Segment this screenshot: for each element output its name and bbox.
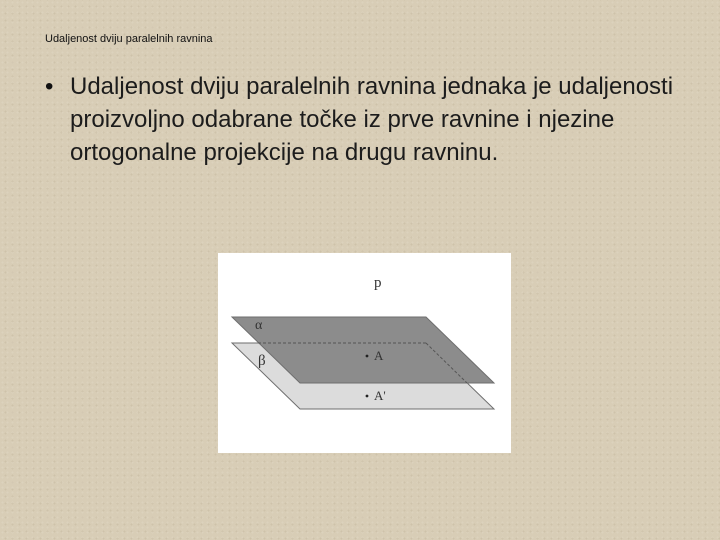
bullet-icon: • xyxy=(45,73,54,100)
slide-header-title: Udaljenost dviju paralelnih ravnina xyxy=(45,33,213,45)
label-line-p: p xyxy=(374,275,382,291)
label-point-a-prime: A' xyxy=(374,388,386,403)
label-plane-beta: β xyxy=(258,353,266,369)
bullet-text: Udaljenost dviju paralelnih ravnina jednaka je udaljenosti proizvoljno odabrane točke iz prve ravnine i njezine ortogonalne projekcije na drugu ravninu. xyxy=(70,73,674,166)
figure-svg xyxy=(218,253,511,453)
slide-body xyxy=(45,70,685,169)
parallel-planes-figure xyxy=(218,253,511,453)
point-a-prime xyxy=(366,395,369,398)
label-plane-alpha: α xyxy=(255,318,263,333)
point-a xyxy=(366,355,369,358)
bullet-item xyxy=(45,70,685,169)
label-point-a: A xyxy=(374,348,384,363)
